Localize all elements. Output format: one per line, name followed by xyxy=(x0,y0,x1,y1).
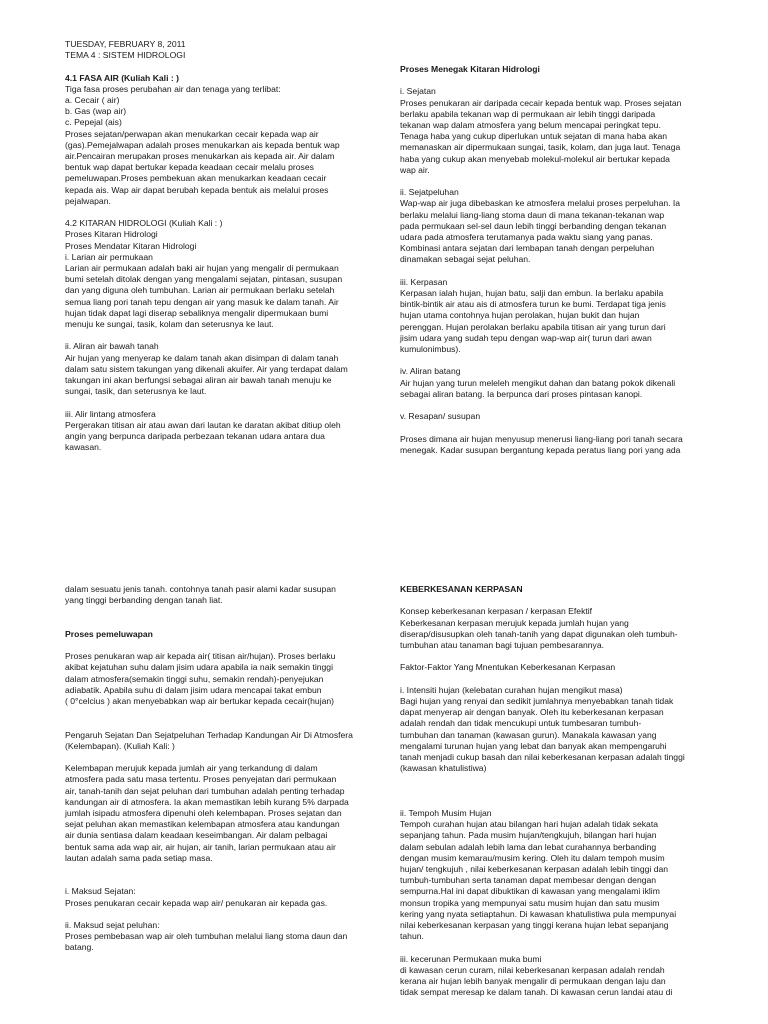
post-date: TUESDAY, FEBRUARY 8, 2011 xyxy=(65,39,186,49)
para-kelembapan: Kelembapan merujuk kepada jumlah air yang terkandung di dalam atmosfera pada satu masa tertentu. Proses penyejatan dari permukaan air, tanah-tanih dan sejat peluhan dari tumbuhan adalah penting terhadap kandungan air di atmosfera. Ia akan memastikan lebih kurang 5% darpada jumlah isipadu atmosfera dipenuhi oleh kelembapan. Proses sejatan dan sejat peluhan akan memastikan kelembapan atmosfera atau kandungan air dunia sentiasa dalam keadaan keseimbangan. Air dalam pelbagai bentuk sama ada wap air, air hujan, air tanih, larian permukaan atau air lautan adalah sama pada setiap masa. xyxy=(65,763,349,863)
para-resapan-title: v. Resapan/ susupan xyxy=(400,411,481,422)
heading-keberkesanan-kerpasan: KEBERKESANAN KERPASAN xyxy=(400,584,523,594)
para-resapan-body: Proses dimana air hujan menyusup menerusi liang-liang pori tanah secara menegak. Kadar susupan bergantung kepada peratus liang pori yang ada xyxy=(400,433,683,455)
para-aliran-bawah-tanah: ii. Aliran air bawah tanah Air hujan yang menyerap ke dalam tanah akan disimpan di dalam tanah dalam satu sistem takungan yang dikenali akuifer. Air yang terdapat dalam takungan ini akan berfungsi sebagai aliran air bawah tanah menuju ke sungai, tasik, dan seterusnya ke laut. xyxy=(65,341,348,397)
para-pengaruh-sejatan: Pengaruh Sejatan Dan Sejatpeluhan Terhadap Kandungan Air Di Atmosfera (Kelembapan). (Kuliah Kali: ) xyxy=(65,729,353,751)
para-sejatpeluhan: ii. Sejatpeluhan Wap-wap air juga dibebaskan ke atmosfera melalui proses perpeluhan. Ia berlaku melalui liang-liang stoma daun di mana tekanan-tekanan wap pada permukaan sel-sel daun lebih tinggi berbanding dengan tekanan udara pada atmosfera terutamanya pada waktu siang yang panas. Kombinasi antara sejatan dari lembapan tanah dengan perpeluhan dinamakan sebagai sejat peluhan. xyxy=(400,187,681,265)
column-bottom-left xyxy=(65,584,377,954)
para-alir-lintang: iii. Alir lintang atmosfera Pergerakan titisan air atau awan dari lautan ke daratan akibat ditiup oleh angin yang berpunca daripada perbezaan tekanan udara antara dua kawasan. xyxy=(65,408,341,453)
para-fasa-air: Tiga fasa proses perubahan air dan tenaga yang terlibat: a. Cecair ( air) b. Gas (wap air) c. Pepejal (ais) Proses sejatan/perwapan akan menukarkan cecair kepada wap air (gas).Pemejalwapan adalah proses menukarkan ais kepada bentuk wap air.Pencairan merupakan proses menukarkan ais kepada air. Air dalam bentuk wap dapat bertukar kepada keadaan cecair melalu proses pemeluwapan.Proses pembekuan akan menukarkan keadaan cecair kepada ais. Wap air dapat berubah kepada bentuk ais melalui proses pejalwapan. xyxy=(65,83,340,206)
column-top-right xyxy=(400,64,712,456)
heading-proses-menegak: Proses Menegak Kitaran Hidrologi xyxy=(400,64,540,74)
para-susupan-cont: dalam sesuatu jenis tanah. contohnya tanah pasir alami kadar susupan yang tinggi berbanding dengan tanah liat. xyxy=(65,584,336,606)
para-kecerunan: iii. kecerunan Permukaan muka bumi di kawasan cerun curam, nilai keberkesanan kerpasan adalah rendah kerana air hujan lebih banyak mengalir di permukaan dengan laju dan tidak sempat meresap ke dalam tanah. Di kawasan cerun landai atau di xyxy=(400,953,673,998)
column-top-left xyxy=(65,39,377,453)
para-konsep: Konsep keberkesanan kerpasan / kerpasan Efektif Keberkesanan kerpasan merujuk kepada jumlah hujan yang diserap/disusupkan oleh tanah-tanih yang dapat digunakan oleh tumbuh- tumbuhan atau tanaman bagi tujuan pembesarannya. xyxy=(400,606,678,650)
para-intensiti-hujan: i. Intensiti hujan (kelebatan curahan hujan mengikut masa) Bagi hujan yang renyai dan sedikit jumlahnya menyebabkan tanah tidak dapat menyerap air dengan banyak. Oleh itu keberkesanan kerpasan adalah rendah dan tidak mencukupi untuk tumbesaran tumbuh- tumbuhan dan tanaman (kawasan gurun). Manakala kawasan yang mengalami turunan hujan yang lebat dan banyak akan mempengaruhi tanah menjadi cukup basah dan nilai keberkesanan kerpasan adalah tinggi (kawasan khatulistiwa) xyxy=(400,684,685,774)
para-maksud-sejat-peluhan: ii. Maksud sejat peluhan: Proses pembebasan wap air oleh tumbuhan melalui liang stoma daun dan batang. xyxy=(65,920,348,953)
para-maksud-sejatan: i. Maksud Sejatan: Proses penukaran cecair kepada wap air/ penukaran air kepada gas. xyxy=(65,886,328,908)
heading-fasa-air: 4.1 FASA AIR (Kuliah Kali : ) xyxy=(65,72,179,83)
para-sejatan: i. Sejatan Proses penukaran air daripada cecair kepada bentuk wap. Proses sejatan berlaku apabila tekanan wap di permukaan air lebih tinggi daripada tekanan wap dalam atmosfera yang belum mencapai peringkat tepu. Tenaga haba yang cukup diperlukan untuk sejatan di mana haba akan memanaskan air dipermukaan sungai, tasik, kolam, dan juga laut. Tenaga haba yang cukup akan menyebab molekul-molekul air bertukar kepada wap air. xyxy=(400,86,682,175)
para-faktor: Faktor-Faktor Yang Mnentukan Keberkesanan Kerpasan xyxy=(400,662,616,673)
para-tempoh-musim-hujan: ii. Tempoh Musim Hujan Tempoh curahan hujan atau bilangan hari hujan adalah tidak sekata sepanjang tahun. Pada musim hujan/tengkujuh, bilangan hari hujan dalam sebulan adalah lebih lama dan lebat curahannya berbanding dengan musim kemarau/musim kering. Oleh itu dalam tempoh musim hujan/ tengkujuh , nilai keberkesanan kerpasan adalah lebih tinggi dan tumbuh-tumbuhan serta tanaman dapat membesar dengan dengan sempurna.Hal ini dapat dibuktikan di kawasan yang mengalami iklim monsun tropika yang mempunyai satu musim hujan dan satu musim kering yang nyata setiaptahun. Di kawasan khatulistiwa pula mempunyai nilai keberkesanan kerpasan yang tinggi kerana hujan lebat sepanjang tahun. xyxy=(400,808,677,942)
para-kerpasan: iii. Kerpasan Kerpasan ialah hujan, hujan batu, salji dan embun. Ia berlaku apabila bintik-bintik air atau ais di atmosfera turun ke bumi. Terdapat tiga jenis hujan utama contohnya hujan perolakan, hujan bukit dan hujan perenggan. Hujan perolakan berlaku apabila titisan air yang turun dari jisim udara yang sudah tepu dengan wap-wap air( turun dari awan kumulonimbus). xyxy=(400,276,666,355)
tema-title: TEMA 4 : SISTEM HIDROLOGI xyxy=(65,50,186,61)
heading-pemeluwapan: Proses pemeluwapan xyxy=(65,628,153,639)
column-bottom-right xyxy=(400,584,712,998)
para-aliran-batang: iv. Aliran batang Air hujan yang turun meleleh mengikut dahan dan batang pokok dikenali sebagai aliran batang. Ia berpunca dari proses pintasan kanopi. xyxy=(400,366,676,399)
para-pemeluwapan: Proses penukaran wap air kepada air( titisan air/hujan). Proses berlaku akibat kejatuhan suhu dalam jisim udara apabila ia naik semakin tinggi dalam atmosfera(semakin tinggi suhu, semakin rendah)-penyejukan adiabatik. Apabila suhu di dalam jisim udara mencapai takat embun ( 0°celcius ) akan menyebabkan wap air bertukar kepada cecair(hujan) xyxy=(65,651,336,706)
para-kitaran-hidrologi: 4.2 KITARAN HIDROLOGI (Kuliah Kali : ) Proses Kitaran Hidrologi Proses Mendatar Kitaran Hidrologi i. Larian air permukaan Larian air permukaan adalah baki air hujan yang mengalir di permukaan bumi setelah ditolak dengan yang mengalami sejatan, pintasan, susupan dan yang diguna oleh tumbuhan. Larian air permukaan berlaku setelah semua liang pori tanah tepu dengan air yang masuk ke dalam tanah. Air hujan tidak dapat lagi diserap sebaliknya mengalir dipermukaan bumi menuju ke sungai, tasik, kolam dan seterusnya ke laut. xyxy=(65,218,343,330)
